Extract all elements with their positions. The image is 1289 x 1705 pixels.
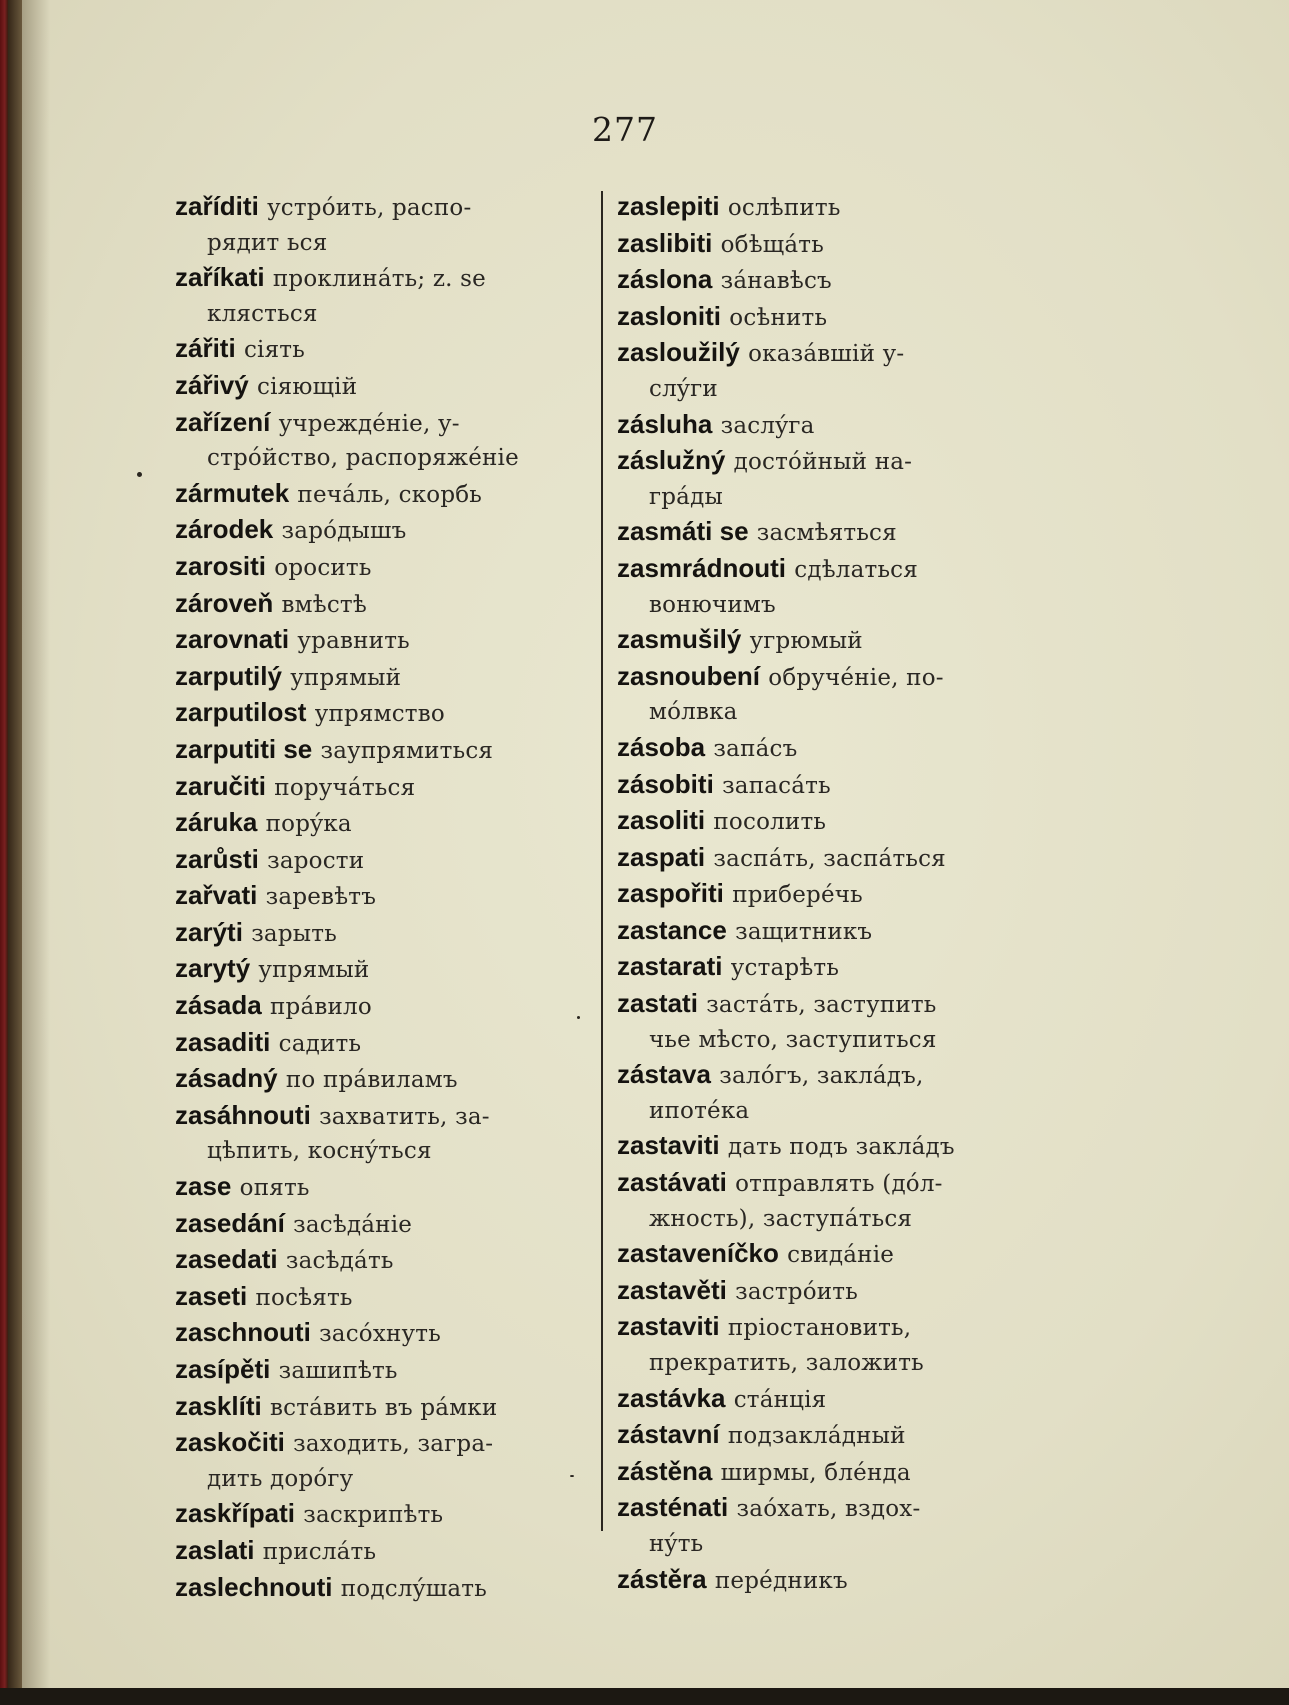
dictionary-entry <box>175 586 595 623</box>
entry-headword: zarputiti se <box>175 733 313 764</box>
entry-headword: zaseti <box>175 1280 248 1311</box>
dictionary-entry <box>617 551 1037 622</box>
entry-headword: zaříkati <box>175 262 265 293</box>
entry-headword: zasmáti se <box>617 516 749 547</box>
entry-translation: посѣять <box>255 1284 353 1311</box>
column-divider <box>601 191 603 1531</box>
entry-translation-continued: стрóйство, распоряжéнiе <box>207 445 519 472</box>
entry-headword: zaskočiti <box>175 1427 285 1458</box>
dictionary-entry <box>617 262 1037 299</box>
entry-translation: сiять <box>243 337 305 364</box>
print-speck <box>570 1475 574 1477</box>
entry-headword: zastance <box>617 914 727 945</box>
entry-headword: zaslati <box>175 1534 255 1565</box>
entry-translation-continued: ипотéка <box>649 1097 750 1124</box>
entry-translation: оросить <box>274 554 372 581</box>
dictionary-entry <box>617 407 1037 444</box>
entry-translation: по прáвиламъ <box>285 1067 458 1094</box>
dictionary-entry <box>617 1236 1037 1273</box>
entry-headword: záslužný <box>617 445 726 476</box>
entry-translation: заслýга <box>720 412 815 439</box>
dictionary-entry <box>617 949 1037 986</box>
entry-translation: залóгъ, заклáдъ, <box>719 1063 924 1090</box>
dictionary-entry <box>617 189 1037 226</box>
dictionary-entry <box>175 476 595 513</box>
dictionary-entry <box>617 1381 1037 1418</box>
entry-translation-continued: мóлвка <box>649 699 738 726</box>
print-speck <box>137 472 142 477</box>
entry-headword: zástěra <box>617 1563 707 1594</box>
entry-translation-continued: жность), заступáться <box>649 1205 913 1232</box>
entry-headword: zastavěti <box>617 1274 727 1305</box>
entry-translation: засѣдáть <box>285 1248 394 1275</box>
dictionary-entry <box>617 335 1037 406</box>
entry-translation: устрóить, распо- <box>267 195 472 221</box>
dictionary-entry <box>175 260 595 331</box>
entry-translation-continued: нýть <box>649 1530 704 1557</box>
entry-translation-continued: чье мѣсто, заступиться <box>649 1026 937 1053</box>
dictionary-entry <box>617 730 1037 767</box>
entry-translation: подслýшать <box>340 1575 487 1602</box>
dictionary-entry <box>617 1490 1037 1561</box>
page-gutter-shadow <box>22 0 50 1688</box>
entry-translation: упрямый <box>258 957 370 984</box>
dictionary-entry <box>617 767 1037 804</box>
entry-headword: zaskřípati <box>175 1498 295 1529</box>
dictionary-entry <box>617 1309 1037 1380</box>
entry-translation: устарѣть <box>730 955 840 982</box>
dictionary-entry <box>175 1315 595 1352</box>
dictionary-entry <box>175 1533 595 1570</box>
scan-bottom-edge <box>0 1688 1289 1705</box>
entry-translation: посолить <box>713 809 827 836</box>
print-speck <box>577 1016 580 1019</box>
page-number: 277 <box>592 110 658 149</box>
entry-headword: zasedati <box>175 1244 278 1275</box>
entry-headword: zásada <box>175 990 262 1021</box>
entry-translation: засѣдáнiе <box>293 1211 413 1238</box>
dictionary-entry <box>175 805 595 842</box>
entry-translation: печáль, скорбь <box>297 481 483 508</box>
dictionary-entry <box>175 659 595 696</box>
dictionary-entry <box>175 695 595 732</box>
entry-headword: zarositi <box>175 550 267 581</box>
binding-cloth <box>0 0 8 1705</box>
entry-headword: záruka <box>175 807 258 838</box>
entry-translation-continued: прекратить, заложить <box>649 1350 924 1376</box>
entry-headword: zasedání <box>175 1207 285 1238</box>
entry-headword: zásluha <box>617 408 713 439</box>
entry-translation: перéдникъ <box>714 1567 848 1594</box>
entry-headword: zase <box>175 1171 232 1202</box>
entry-translation: прiостановить, <box>727 1315 912 1342</box>
entry-translation: садить <box>278 1030 362 1057</box>
entry-translation: зашипѣть <box>278 1358 398 1384</box>
entry-translation: осѣнить <box>729 304 828 331</box>
entry-headword: zásoba <box>617 731 706 762</box>
dictionary-entry <box>175 732 595 769</box>
dictionary-entry <box>175 368 595 405</box>
entry-translation: встáвить въ рáмки <box>269 1394 498 1421</box>
entry-headword: zarýti <box>175 916 243 947</box>
entry-translation: проклинáть; z. se <box>272 266 486 293</box>
entry-headword: zastati <box>617 988 698 1019</box>
entry-headword: zastarati <box>617 951 723 982</box>
dictionary-entry <box>617 1417 1037 1454</box>
entry-headword: zasloužilý <box>617 337 740 368</box>
entry-translation-continued: грáды <box>649 483 723 510</box>
dictionary-entry <box>617 1057 1037 1128</box>
dictionary-entry <box>175 1352 595 1389</box>
entry-translation: засóхнуть <box>319 1321 441 1348</box>
dictionary-entry <box>175 1570 595 1607</box>
entry-translation: сдѣлаться <box>794 556 918 583</box>
entry-translation: заревѣтъ <box>265 884 377 911</box>
dictionary-entry <box>617 803 1037 840</box>
entry-translation: вмѣстѣ <box>281 591 367 618</box>
entry-translation-continued: дить дорóгу <box>207 1465 354 1492</box>
entry-translation: ослѣпить <box>727 195 841 221</box>
entry-translation: заходить, загра- <box>293 1431 494 1458</box>
left-column <box>175 189 595 1606</box>
entry-translation: заспáть, заспáться <box>713 845 946 872</box>
dictionary-entry <box>175 1496 595 1533</box>
entry-headword: zasaditi <box>175 1026 271 1057</box>
entry-translation: упрямство <box>314 701 445 728</box>
entry-translation: дать подъ заклáдъ <box>727 1134 955 1161</box>
entry-translation: засмѣяться <box>756 520 897 547</box>
entry-headword: zásobiti <box>617 768 714 799</box>
entry-headword: zástava <box>617 1059 711 1090</box>
dictionary-entry <box>617 840 1037 877</box>
dictionary-entry <box>175 331 595 368</box>
dictionary-entry <box>175 1061 595 1098</box>
entry-translation: зáнавѣсъ <box>720 268 832 295</box>
dictionary-entry <box>175 1242 595 1279</box>
dictionary-entry <box>617 443 1037 514</box>
entry-headword: zaříditi <box>175 191 259 221</box>
entry-headword: zástavní <box>617 1419 720 1450</box>
dictionary-entry <box>617 986 1037 1057</box>
dictionary-entry <box>617 514 1037 551</box>
entry-translation-continued: клясться <box>207 300 318 327</box>
entry-headword: zasténati <box>617 1492 729 1523</box>
dictionary-entry <box>175 512 595 549</box>
entry-translation: зарости <box>267 847 365 874</box>
entry-headword: zarůsti <box>175 843 259 874</box>
right-column <box>617 189 1037 1598</box>
entry-translation: сiяющiй <box>257 373 358 400</box>
dictionary-entry <box>617 1273 1037 1310</box>
entry-translation: опять <box>239 1175 310 1202</box>
entry-headword: zářiti <box>175 333 236 364</box>
entry-translation: зарыть <box>251 920 337 947</box>
entry-translation-continued: слýги <box>649 375 718 402</box>
entry-headword: zárodek <box>175 514 274 545</box>
entry-translation: прáвило <box>270 994 372 1021</box>
entry-headword: zarputilost <box>175 697 307 728</box>
entry-headword: zaslepiti <box>617 191 720 221</box>
dictionary-entry <box>175 988 595 1025</box>
dictionary-entry <box>617 913 1037 950</box>
entry-headword: zasklíti <box>175 1390 262 1421</box>
entry-translation: застрóить <box>735 1278 858 1305</box>
dictionary-entry <box>617 1454 1037 1491</box>
entry-translation: запасáть <box>722 772 831 799</box>
entry-headword: zasmrádnouti <box>617 552 787 583</box>
entry-headword: zastaviti <box>617 1130 720 1161</box>
entry-headword: zastaviti <box>617 1311 720 1342</box>
dictionary-entry <box>175 1279 595 1316</box>
dictionary-entry <box>175 549 595 586</box>
dictionary-entry <box>617 1165 1037 1236</box>
dictionary-entry <box>617 876 1037 913</box>
dictionary-entry <box>175 622 595 659</box>
entry-headword: zaslechnouti <box>175 1571 333 1602</box>
dictionary-entry <box>175 951 595 988</box>
entry-translation: захватить, за- <box>319 1103 490 1130</box>
dictionary-entry <box>175 769 595 806</box>
dictionary-entry <box>617 659 1037 730</box>
entry-headword: zásadný <box>175 1063 278 1094</box>
dictionary-entry <box>617 226 1037 263</box>
dictionary-entry <box>175 878 595 915</box>
entry-headword: zastávka <box>617 1382 726 1413</box>
dictionary-entry <box>617 299 1037 336</box>
entry-translation: стáнцiя <box>733 1386 827 1413</box>
entry-headword: zaspati <box>617 841 706 872</box>
entry-headword: zaschnouti <box>175 1317 311 1348</box>
entry-headword: zastaveníčko <box>617 1238 779 1269</box>
dictionary-entry <box>175 1169 595 1206</box>
dictionary-entry <box>617 1128 1037 1165</box>
entry-headword: zarovnati <box>175 624 290 655</box>
entry-translation-continued: рядит ься <box>207 229 328 256</box>
entry-translation: поручáться <box>274 774 416 801</box>
entry-translation: зарóдышъ <box>281 518 407 545</box>
dictionary-entry <box>175 915 595 952</box>
entry-translation: учреждéнiе, у- <box>278 410 460 437</box>
entry-headword: záslona <box>617 264 713 295</box>
entry-headword: zářivý <box>175 369 249 400</box>
dictionary-entry <box>617 622 1037 659</box>
dictionary-entry <box>175 189 595 260</box>
entry-headword: zastávati <box>617 1167 727 1198</box>
entry-translation: порýка <box>265 811 352 838</box>
dictionary-entry <box>175 1098 595 1169</box>
entry-translation: оказáвшiй у- <box>748 341 905 368</box>
entry-translation: подзаклáдный <box>727 1423 906 1450</box>
entry-headword: zároveň <box>175 587 274 618</box>
entry-translation: приберéчь <box>732 882 863 909</box>
entry-translation: заупрямиться <box>320 737 494 764</box>
entry-headword: zařvati <box>175 880 258 911</box>
entry-headword: zasoliti <box>617 805 706 836</box>
entry-translation: свидáнiе <box>787 1242 895 1269</box>
entry-translation: достóйный на- <box>733 449 913 476</box>
entry-headword: zástěna <box>617 1455 713 1486</box>
dictionary-entry <box>175 405 595 476</box>
entry-headword: zarytý <box>175 953 251 984</box>
entry-translation: отправлять (дóл- <box>735 1171 943 1198</box>
dictionary-entry <box>175 1025 595 1062</box>
entry-translation-continued: вонючимъ <box>649 591 776 618</box>
entry-translation: угрюмый <box>749 628 863 655</box>
entry-translation-continued: цѣпить, коснýться <box>207 1138 432 1165</box>
entry-translation: застáть, заступить <box>706 992 937 1019</box>
entry-headword: zasloniti <box>617 300 722 331</box>
entry-headword: zaručiti <box>175 770 267 801</box>
entry-translation: прислáть <box>262 1538 377 1565</box>
entry-headword: zaspořiti <box>617 878 724 909</box>
entry-translation: упрямый <box>290 664 402 691</box>
entry-headword: zasnoubení <box>617 660 761 691</box>
entry-translation: обручéнiе, по- <box>768 664 944 691</box>
entry-headword: zasípěti <box>175 1354 271 1384</box>
entry-headword: zarputilý <box>175 660 282 691</box>
entry-translation: уравнить <box>297 628 410 655</box>
entry-translation: запáсъ <box>713 735 798 762</box>
dictionary-entry <box>175 842 595 879</box>
dictionary-entry <box>175 1425 595 1496</box>
entry-headword: zařízení <box>175 406 271 437</box>
dictionary-entry <box>175 1206 595 1243</box>
entry-translation: ширмы, блéнда <box>720 1459 911 1486</box>
entry-headword: zasmušilý <box>617 624 742 655</box>
entry-translation: обѣщáть <box>720 231 824 258</box>
entry-headword: zasáhnouti <box>175 1099 311 1130</box>
entry-translation: защитникъ <box>735 918 873 945</box>
dictionary-entry <box>617 1562 1037 1599</box>
entry-translation: заскрипѣть <box>303 1502 444 1529</box>
entry-translation: заóхать, вздох- <box>736 1496 921 1523</box>
dictionary-entry <box>175 1389 595 1426</box>
entry-headword: zaslibiti <box>617 227 713 258</box>
entry-headword: zármutek <box>175 477 290 508</box>
